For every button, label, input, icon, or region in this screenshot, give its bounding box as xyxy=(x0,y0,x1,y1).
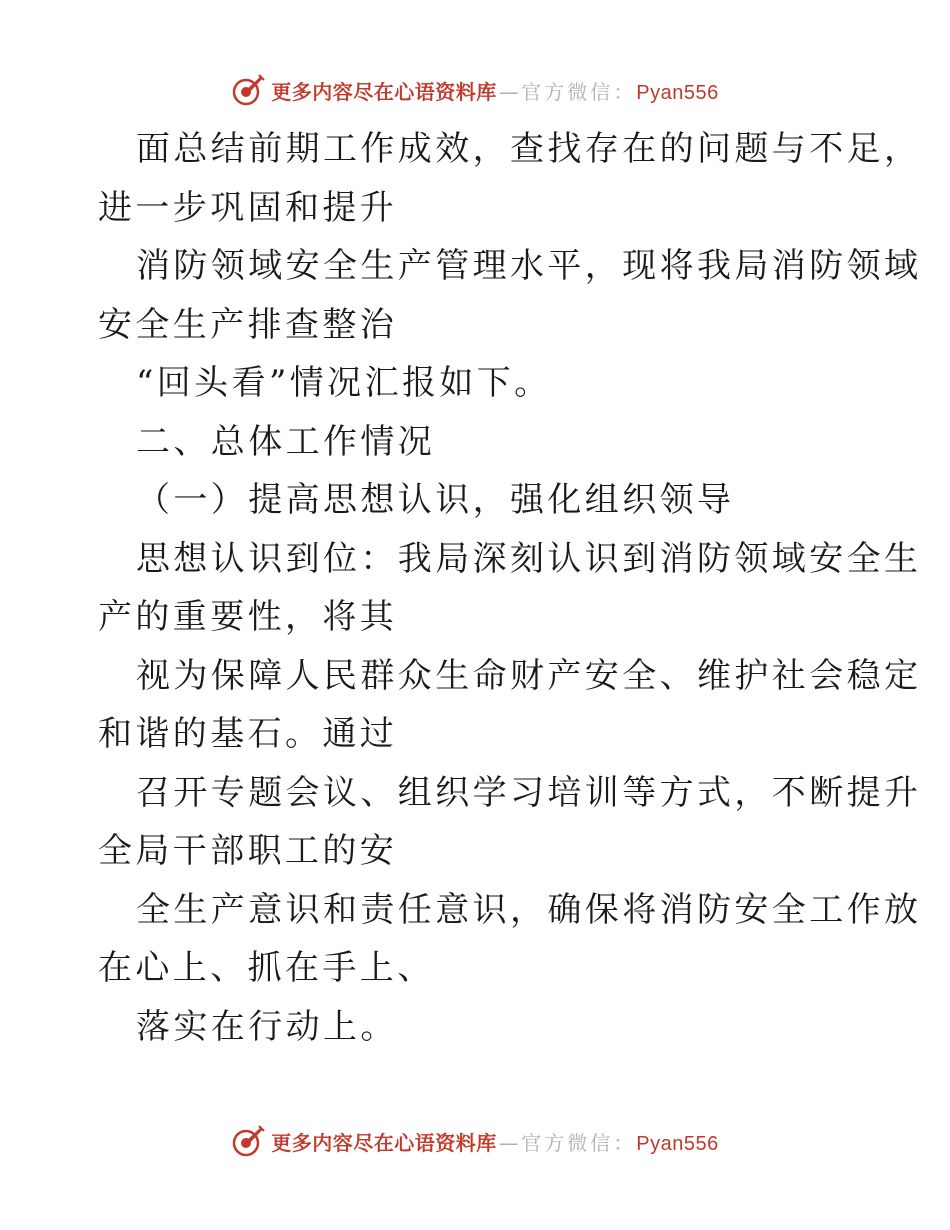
text-line: 全局干部职工的安 xyxy=(98,831,398,871)
watermark-separator: — xyxy=(498,1130,520,1155)
watermark-text xyxy=(271,1127,718,1156)
header-watermark xyxy=(0,70,950,110)
pen-circle-icon xyxy=(231,1124,265,1158)
text-line: 消防领域安全生产管理水平，现将我局消防领域 xyxy=(136,246,922,286)
footer-watermark xyxy=(0,1121,950,1161)
watermark-wechat-id: Pyan556 xyxy=(636,81,719,104)
text-line: 和谐的基石。通过 xyxy=(98,714,398,754)
text-line: （一）提高思想认识，强化组织领导 xyxy=(136,480,735,520)
text-line: 安全生产排查整治 xyxy=(98,304,398,345)
text-line: 二、总体工作情况 xyxy=(136,421,436,462)
watermark-official: 官方微信： xyxy=(521,79,637,104)
text-line: 落实在行动上。 xyxy=(136,1006,398,1047)
text-line: 面总结前期工作成效，查找存在的问题与不足， xyxy=(136,129,922,169)
text-line: 进一步巩固和提升 xyxy=(98,187,398,228)
pen-circle-icon xyxy=(231,73,265,107)
text-line: 产的重要性，将其 xyxy=(98,597,398,637)
text-line: 思想认识到位：我局深刻认识到消防领域安全生 xyxy=(136,538,922,579)
watermark-main: 更多内容尽在心语资料库 xyxy=(271,79,497,104)
text-line: 召开专题会议、组织学习培训等方式，不断提升 xyxy=(136,772,922,813)
text-line: 视为保障人民群众生命财产安全、维护社会稳定 xyxy=(136,655,922,696)
watermark-text xyxy=(271,76,718,105)
text-line: “回头看”情况汇报如下。 xyxy=(136,363,552,403)
watermark-wechat-id: Pyan556 xyxy=(636,1132,719,1155)
text-line: 在心上、抓在手上、 xyxy=(98,948,435,988)
document-body xyxy=(98,120,922,1056)
text-line: 全生产意识和责任意识，确保将消防安全工作放 xyxy=(136,889,922,930)
watermark-separator: — xyxy=(498,79,520,104)
watermark-main: 更多内容尽在心语资料库 xyxy=(271,1130,497,1155)
watermark-official: 官方微信： xyxy=(521,1130,637,1155)
